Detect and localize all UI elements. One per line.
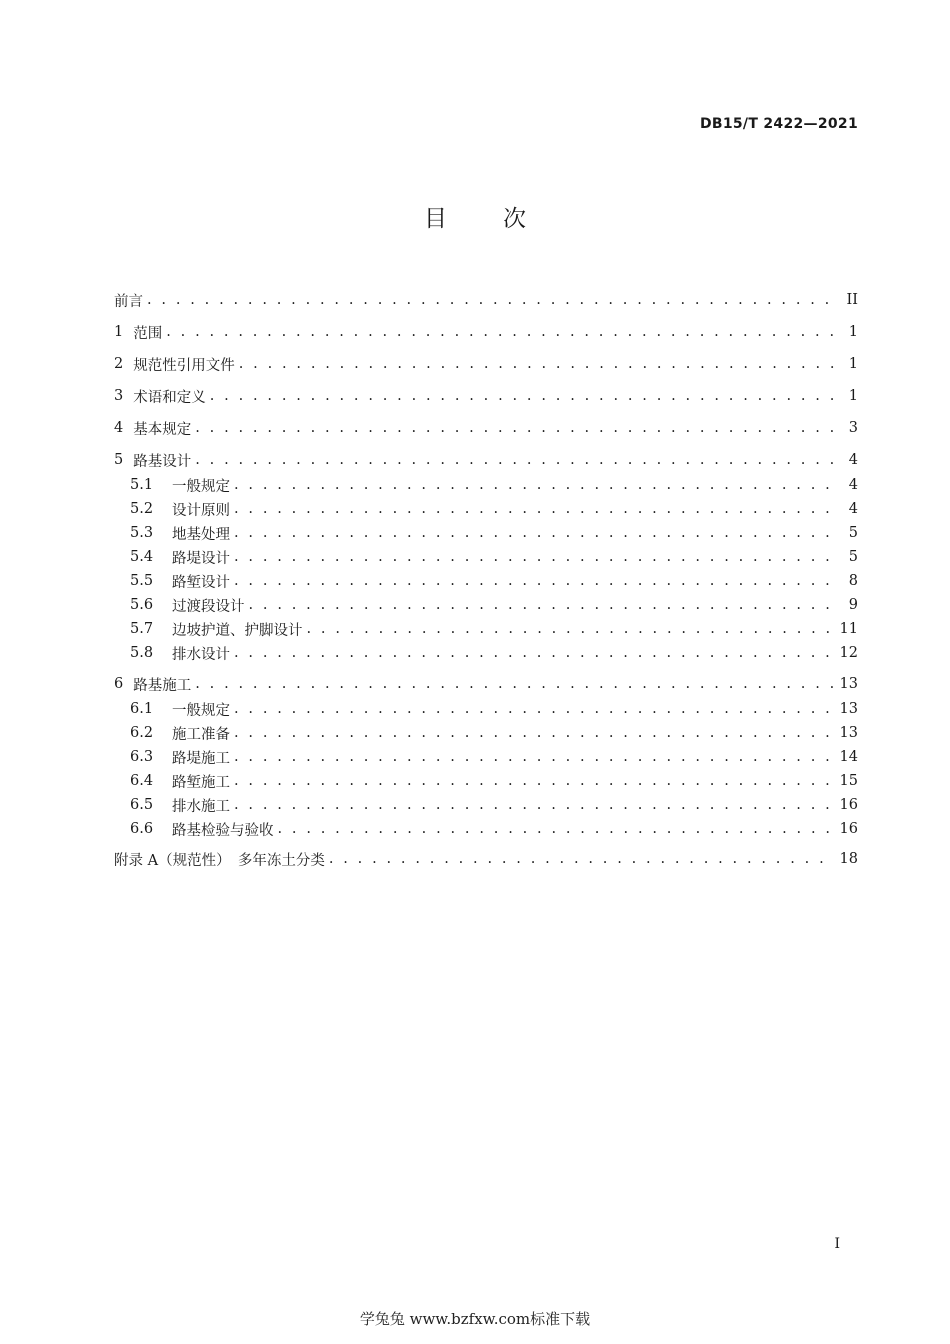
toc-leader-dots	[234, 645, 834, 661]
toc-entry-page: 18	[839, 851, 858, 867]
toc-entry[interactable]	[130, 570, 858, 592]
title-char-2: 次	[503, 206, 526, 232]
toc-entry-page: 4	[848, 452, 858, 468]
toc-entry-page: 3	[848, 420, 858, 436]
toc-entry-label: 路堑施工	[172, 774, 230, 791]
toc-entry-label: 过渡段设计	[172, 598, 245, 615]
toc-entry[interactable]	[114, 848, 858, 870]
toc-leader-dots	[234, 477, 840, 493]
toc-leader-dots	[147, 292, 840, 308]
toc-leader-dots	[195, 676, 833, 692]
toc-entry-page: 4	[848, 477, 858, 493]
toc-leader-dots	[234, 501, 840, 517]
toc-entry-page: 13	[839, 725, 858, 741]
toc-entry-number: 1	[114, 324, 124, 340]
toc-entry-page: 5	[848, 549, 858, 565]
toc-entry-page: II	[846, 292, 858, 308]
toc-entry-label: 排水施工	[172, 798, 230, 815]
toc-entry-label: 路堤施工	[172, 750, 230, 767]
toc-entry-page: 16	[839, 797, 858, 813]
toc-entry-number: 5.7	[130, 621, 154, 637]
toc-entry-label: 施工准备	[172, 726, 230, 743]
toc-entry-label: 范围	[133, 325, 163, 342]
toc-leader-dots	[239, 356, 840, 372]
toc-entry-label: 基本规定	[133, 421, 192, 438]
toc-entry-label: 路基设计	[133, 453, 192, 470]
watermark: 学兔兔 www.bzfxw.com标准下载	[359, 1310, 591, 1328]
toc-entry[interactable]	[114, 353, 858, 375]
toc-entry-label: 术语和定义	[133, 389, 206, 406]
toc-entry[interactable]	[130, 698, 858, 720]
toc-entry-label: 排水设计	[172, 646, 230, 663]
toc-entry-page: 13	[839, 701, 858, 717]
toc-leader-dots	[249, 597, 841, 613]
toc-entry[interactable]	[114, 385, 858, 407]
toc-entry[interactable]	[130, 818, 858, 840]
toc-entry-number: 2	[114, 356, 124, 372]
page-number: I	[834, 1236, 840, 1252]
toc-entry-label: 路堑设计	[172, 574, 230, 591]
toc-entry-label: 路堤设计	[172, 550, 230, 567]
toc-leader-dots	[234, 797, 834, 813]
toc-entry-page: 9	[848, 597, 858, 613]
toc-entry[interactable]	[130, 794, 858, 816]
toc-entry[interactable]	[130, 522, 858, 544]
toc-leader-dots	[307, 621, 834, 637]
toc-entry[interactable]	[114, 417, 858, 439]
toc-entry-label: 边坡护道、护脚设计	[172, 622, 303, 639]
toc-entry[interactable]	[130, 594, 858, 616]
toc-leader-dots	[234, 725, 834, 741]
toc-entry-label: 附录 A（规范性） 多年冻土分类	[114, 852, 325, 869]
toc-entry-number: 6	[114, 676, 124, 692]
toc-leader-dots	[234, 549, 840, 565]
toc-entry-label: 地基处理	[172, 526, 230, 543]
toc-entry-page: 13	[839, 676, 858, 692]
toc-entry[interactable]	[130, 722, 858, 744]
toc-entry[interactable]	[114, 673, 858, 695]
toc-entry-number: 6.3	[130, 749, 154, 765]
toc-entry-number: 5.6	[130, 597, 154, 613]
toc-entry-page: 11	[839, 621, 858, 637]
toc-entry-page: 8	[848, 573, 858, 589]
toc-leader-dots	[278, 821, 834, 837]
toc-entry-page: 4	[848, 501, 858, 517]
toc-entry[interactable]	[130, 474, 858, 496]
toc-entry-number: 5	[114, 452, 124, 468]
toc-entry-number: 3	[114, 388, 124, 404]
toc-entry[interactable]	[114, 289, 858, 311]
toc-entry-number: 6.5	[130, 797, 154, 813]
toc-entry[interactable]	[130, 498, 858, 520]
toc-entry-number: 6.6	[130, 821, 154, 837]
document-code: DB15/T 2422—2021	[699, 116, 858, 132]
toc-entry[interactable]	[114, 449, 858, 471]
toc-entry-page: 16	[839, 821, 858, 837]
toc-entry-page: 15	[839, 773, 858, 789]
toc-entry[interactable]	[130, 642, 858, 664]
toc-entry-number: 5.2	[130, 501, 154, 517]
toc-entry-number: 5.8	[130, 645, 154, 661]
toc-entry-number: 6.4	[130, 773, 154, 789]
toc-entry[interactable]	[130, 618, 858, 640]
toc-entry-label: 设计原则	[172, 502, 230, 519]
toc-entry[interactable]	[114, 321, 858, 343]
toc-entry-label: 一般规定	[172, 478, 230, 495]
toc-entry-label: 路基施工	[133, 677, 192, 694]
toc-entry[interactable]	[130, 746, 858, 768]
toc-leader-dots	[166, 324, 840, 340]
toc-leader-dots	[195, 452, 840, 468]
toc-leader-dots	[234, 749, 834, 765]
toc-entry-page: 12	[839, 645, 858, 661]
toc-entry-number: 4	[114, 420, 124, 436]
toc-entry-number: 5.5	[130, 573, 154, 589]
toc-entry-label: 路基检验与验收	[172, 822, 274, 839]
toc-leader-dots	[234, 701, 834, 717]
toc-entry-label: 前言	[114, 293, 143, 310]
toc-entry-page: 1	[848, 388, 858, 404]
toc-entry-page: 1	[848, 356, 858, 372]
toc-leader-dots	[234, 573, 840, 589]
toc-entry[interactable]	[130, 770, 858, 792]
toc-leader-dots	[195, 420, 840, 436]
toc-entry[interactable]	[130, 546, 858, 568]
page-title	[0, 200, 950, 233]
toc-entry-number: 5.3	[130, 525, 154, 541]
toc-entry-number: 6.2	[130, 725, 154, 741]
toc-entry-number: 6.1	[130, 701, 154, 717]
toc-leader-dots	[234, 773, 834, 789]
toc-entry-label: 规范性引用文件	[133, 357, 235, 374]
toc-leader-dots	[329, 851, 834, 867]
toc-entry-number: 5.1	[130, 477, 154, 493]
toc-leader-dots	[210, 388, 840, 404]
toc-leader-dots	[234, 525, 840, 541]
toc-entry-page: 5	[848, 525, 858, 541]
toc-entry-label: 一般规定	[172, 702, 230, 719]
toc-entry-number: 5.4	[130, 549, 154, 565]
toc-entry-page: 1	[848, 324, 858, 340]
title-char-1: 目	[424, 206, 447, 232]
toc-entry-page: 14	[839, 749, 858, 765]
